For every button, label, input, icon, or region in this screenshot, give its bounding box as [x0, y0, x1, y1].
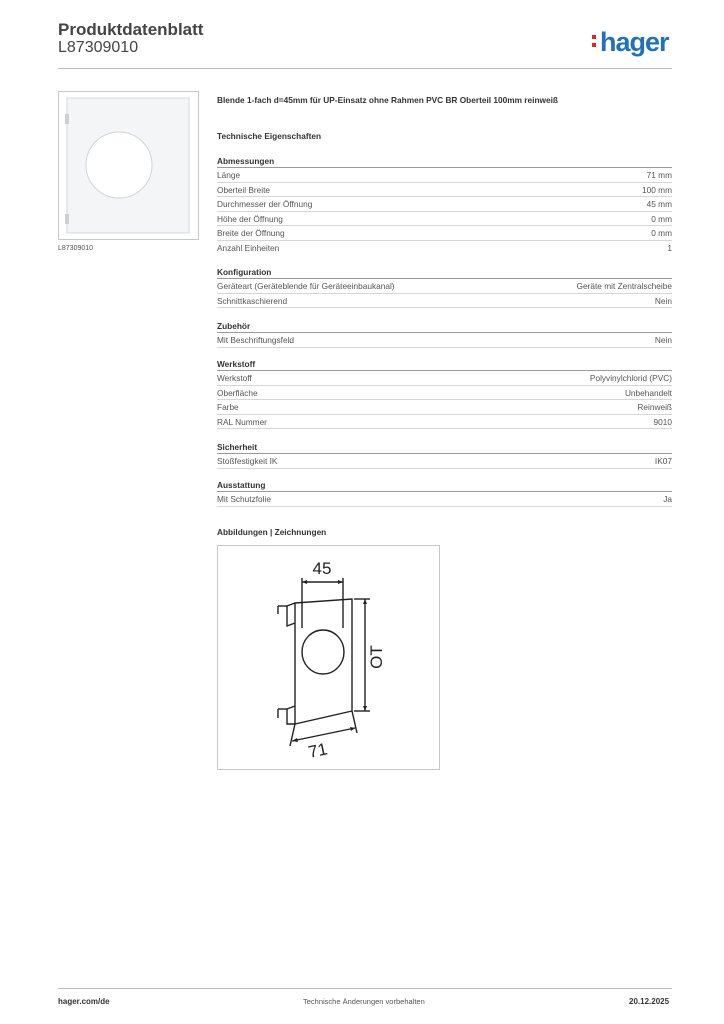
row-value: Polyvinylchlorid (PVC)	[589, 373, 672, 383]
dim-length-label: 71	[306, 739, 330, 762]
section-title: Abmessungen	[217, 155, 672, 168]
table-row	[217, 294, 672, 309]
table-row	[217, 386, 672, 401]
row-value: Geräte mit Zentralscheibe	[576, 281, 672, 291]
row-value: 71 mm	[646, 170, 672, 180]
technical-drawing	[217, 545, 440, 770]
footer-divider	[58, 988, 672, 989]
footer-date: 20.12.2025	[629, 997, 670, 1006]
table-row	[217, 279, 672, 294]
row-label: Oberteil Breite	[217, 184, 271, 195]
row-value: Nein	[654, 335, 672, 345]
row-value: IK07	[654, 456, 672, 466]
header-divider	[58, 68, 672, 69]
row-label: Schnittkaschierend	[217, 295, 288, 306]
row-label: Farbe	[217, 402, 239, 413]
section-abmessungen	[217, 155, 672, 256]
image-caption: L87309010	[58, 245, 94, 252]
row-label: Höhe der Öffnung	[217, 213, 283, 224]
footer-website: hager.com/de	[58, 997, 110, 1006]
product-image	[58, 91, 199, 240]
dim-height-label: OT	[367, 645, 386, 669]
row-label: Anzahl Einheiten	[217, 242, 280, 253]
row-value: Unbehandelt	[624, 387, 672, 398]
row-label: Werkstoff	[217, 373, 252, 383]
table-row	[217, 371, 672, 386]
section-title: Sicherheit	[217, 441, 672, 454]
table-row	[217, 226, 672, 241]
row-label: Durchmesser der Öffnung	[217, 199, 313, 210]
row-label: RAL Nummer	[217, 416, 267, 427]
section-zubehoer	[217, 320, 672, 348]
row-label: Stoßfestigkeit IK	[217, 456, 278, 466]
row-label: Geräteart (Geräteblende für Geräteeinbaukanal)	[217, 281, 395, 291]
table-row	[217, 400, 672, 415]
dim-opening-label: 45	[312, 559, 332, 578]
table-row	[217, 492, 672, 507]
table-row	[217, 183, 672, 198]
hager-logo	[592, 28, 669, 56]
table-row	[217, 454, 672, 469]
table-row	[217, 197, 672, 212]
table-row	[217, 212, 672, 227]
table-row	[217, 415, 672, 430]
table-row	[217, 168, 672, 183]
product-description: Blende 1-fach d=45mm für UP-Einsatz ohne Rahmen PVC BR Oberteil 100mm reinweiß	[217, 95, 558, 105]
section-title: Werkstoff	[217, 358, 672, 371]
section-title: Konfiguration	[217, 266, 672, 279]
dimension-drawing	[218, 546, 439, 769]
row-value: Reinweiß	[637, 402, 672, 413]
images-heading: Abbildungen | Zeichnungen	[217, 527, 327, 537]
section-konfiguration	[217, 266, 672, 308]
section-title: Ausstattung	[217, 479, 672, 492]
page-title: Produktdatenblatt	[58, 20, 204, 39]
section-title: Zubehör	[217, 320, 672, 333]
section-werkstoff	[217, 358, 672, 429]
row-label: Oberfläche	[217, 387, 258, 398]
row-value: 100 mm	[642, 184, 672, 195]
row-value: Ja	[663, 494, 672, 504]
row-value: 1	[667, 242, 672, 253]
logo-text: hager	[600, 27, 669, 57]
row-label: Breite der Öffnung	[217, 228, 285, 239]
row-value: 9010	[653, 416, 672, 427]
row-value: 0 mm	[651, 228, 672, 239]
row-value: 45 mm	[646, 199, 672, 210]
row-label: Länge	[217, 170, 241, 180]
table-row	[217, 333, 672, 348]
footer-note: Technische Änderungen vorbehalten	[303, 997, 425, 1006]
section-ausstattung	[217, 479, 672, 507]
row-label: Mit Beschriftungsfeld	[217, 335, 295, 345]
row-value: 0 mm	[651, 213, 672, 224]
tech-properties-heading: Technische Eigenschaften	[217, 131, 322, 141]
row-label: Mit Schutzfolie	[217, 494, 271, 504]
row-value: Nein	[654, 295, 672, 306]
section-sicherheit	[217, 441, 672, 469]
table-row	[217, 241, 672, 256]
article-number: L87309010	[58, 39, 139, 56]
cover-plate-illustration	[59, 92, 198, 239]
